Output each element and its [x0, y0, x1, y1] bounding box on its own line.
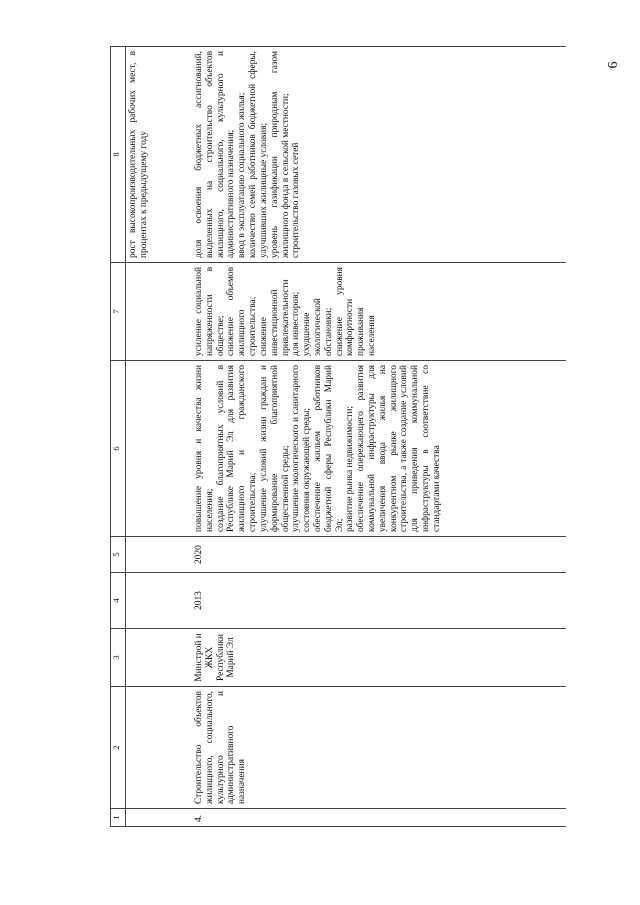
col-header-8: 8 — [111, 47, 126, 263]
program-table — [110, 46, 566, 827]
goal-item: создание благоприятных условий в Республике Марий Эл для развития жилищного и гражданского строительства; — [215, 365, 259, 532]
start-year: 2013 — [192, 573, 566, 629]
consequences — [192, 263, 566, 361]
col-header-2: 2 — [111, 687, 126, 809]
page-number: 6 — [606, 61, 621, 69]
measure-name: Строительство объектов жилищного, социального, культурного и административного назначения — [192, 687, 566, 809]
indicator-item: уровень газификации природным газом жилищного фонда в сельской местности; — [269, 51, 291, 258]
col-header-4: 4 — [111, 573, 126, 629]
goal-item: обеспечение опережающего развития коммунальной инфраструктуры для увеличения ввода жилья на конкурентном рынке жилищного строительства, а также создание условий для приведения коммунальной инфраструктуры в соответствие со стандартами качества — [356, 365, 442, 532]
risk-item: усиление социальной напряженности в обществе; — [194, 267, 226, 356]
expected-results — [192, 361, 566, 537]
table-row — [192, 47, 566, 827]
risk-item: ухудшение экологической обстановки; — [302, 298, 334, 356]
indicator-item: доля освоения бюджетных ассигнований, выделенных на строительство объектов жилищного, социального, культурного и административного назначения; — [194, 51, 237, 258]
goal-item: развитие рынка недвижимости; — [345, 405, 356, 532]
indicators — [192, 47, 566, 263]
col-header-6: 6 — [111, 361, 126, 537]
col-header-7: 7 — [111, 263, 126, 361]
column-number-row — [111, 47, 126, 827]
risk-item: снижение объемов жилищного строительства; — [226, 267, 259, 356]
row-number: 4. — [192, 809, 566, 827]
indicator-item: количество семей работников бюджетной сферы, улучшивших жилищные условия; — [248, 51, 269, 258]
risk-item: снижение инвестиционной привлекательности для инвесторов; — [258, 279, 302, 356]
goal-item: улучшение экологического и санитарного состояния окружающей среды; — [291, 365, 313, 532]
prev-row-continuation — [126, 47, 193, 827]
prev-row-indicator: рост высокопроизводительных рабочих мест, в процентах к предыдущему году — [126, 47, 193, 263]
executor: Минстрой и ЖКХ Республики Марий Эл — [192, 629, 566, 687]
col-header-3: 3 — [111, 629, 126, 687]
goal-item: обеспечение жильем работников бюджетной сферы Республики Марий Эл; — [312, 365, 345, 532]
col-header-5: 5 — [111, 537, 126, 573]
indicator-item: ввод в эксплуатацию социального жилья; — [237, 92, 248, 258]
goal-item: улучшение условий жизни граждан и формирование благоприятной общественной среды; — [258, 365, 291, 532]
col-header-1: 1 — [111, 809, 126, 827]
end-year: 2020 — [192, 537, 566, 573]
indicator-item: строительство газовых сетей — [291, 142, 302, 258]
risk-item: снижение уровня комфортности проживания населения — [334, 267, 377, 356]
goal-item: повышение уровня и качества жизни населения; — [194, 365, 215, 532]
